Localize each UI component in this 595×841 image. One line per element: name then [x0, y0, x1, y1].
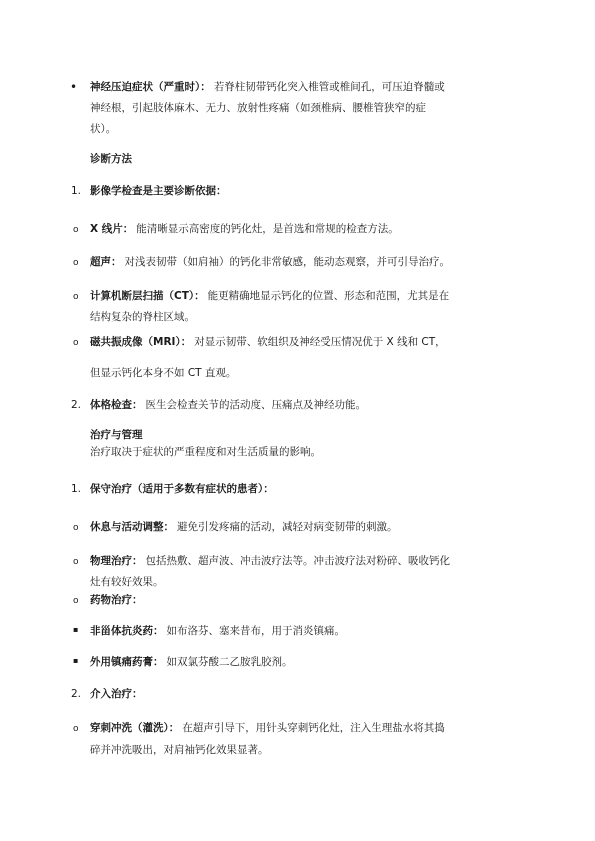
item-text: 在超声引导下，用针头穿刺钙化灶，注入生理盐水将其捣 — [182, 722, 445, 734]
item-text: 结构复杂的脊柱区域。 — [90, 311, 195, 323]
item-term: 超声： — [90, 256, 122, 268]
list-marker: 1. — [71, 483, 82, 495]
list-item-line — [90, 312, 195, 323]
list-marker: o — [73, 523, 79, 533]
list-marker: o — [73, 225, 79, 235]
item-term: 神经压迫症状（严重时）： — [90, 81, 211, 93]
item-term: 药物治疗： — [90, 594, 143, 606]
list-marker: 2. — [71, 399, 82, 411]
item-text: 但显示钙化本身不如 CT 直观。 — [90, 367, 237, 379]
list-item-line — [90, 82, 445, 93]
item-text: 如布洛芬、塞来昔布，用于消炎镇痛。 — [166, 625, 345, 637]
item-text: 包括热敷、超声波、冲击波疗法等。冲击波疗法对粉碎、吸收钙化 — [145, 555, 450, 567]
list-item-line — [90, 368, 236, 379]
item-term: 穿刺冲洗（灌洗）： — [90, 722, 180, 734]
item-text: 灶有较好效果。 — [90, 576, 164, 588]
item-text: 对浅表韧带（如肩袖）的钙化非常敏感，能动态观察，并可引导治疗。 — [124, 256, 450, 268]
list-marker: 2. — [71, 688, 82, 700]
list-item-line — [90, 556, 450, 567]
item-text: 碎并冲洗吸出，对肩袖钙化效果显著。 — [90, 744, 269, 756]
item-text: 医生会检查关节的活动度、压痛点及神经功能。 — [145, 399, 366, 411]
item-term: 计算机断层扫描（CT）： — [90, 290, 205, 302]
list-item-line — [90, 522, 398, 533]
list-item-line — [90, 124, 116, 135]
item-term: X 线片： — [90, 223, 134, 235]
item-text: 如双氯芬酸二乙胺乳胶剂。 — [166, 656, 293, 668]
list-marker: ▪ — [73, 625, 79, 634]
item-term: 休息与活动调整： — [90, 521, 174, 533]
list-marker: o — [73, 557, 79, 567]
list-item-line — [90, 186, 227, 197]
item-term: 体格检查： — [90, 399, 143, 411]
list-marker: o — [73, 338, 79, 348]
list-item-line — [90, 337, 446, 348]
item-term: 介入治疗： — [90, 688, 143, 700]
item-term: 物理治疗： — [90, 555, 143, 567]
section-heading: 治疗与管理 — [90, 429, 143, 441]
list-marker: o — [73, 724, 79, 734]
item-text: 能清晰显示高密度的钙化灶，是首选和常规的检查方法。 — [136, 223, 399, 235]
list-item-line — [90, 626, 345, 637]
section-heading: 诊断方法 — [90, 153, 132, 165]
list-marker: ▪ — [73, 656, 79, 665]
paragraph: 治疗取决于症状的严重程度和对生活质量的影响。 — [90, 446, 321, 458]
list-marker: • — [70, 80, 78, 94]
list-item-line — [90, 257, 450, 268]
list-marker: o — [73, 292, 79, 302]
list-item-line — [90, 745, 269, 756]
item-text: 神经根，引起肢体麻木、无力、放射性疼痛（如颈椎病、腰椎管狭窄的症 — [90, 102, 426, 114]
item-text: 若脊柱韧带钙化突入椎管或椎间孔，可压迫脊髓或 — [213, 81, 445, 93]
list-item-line — [90, 657, 293, 668]
item-term: 磁共振成像（MRI）： — [90, 336, 192, 348]
item-term: 外用镇痛药膏： — [90, 656, 164, 668]
list-item-line — [90, 484, 274, 495]
item-text: 能更精确地显示钙化的位置、形态和范围，尤其是在 — [207, 290, 450, 302]
list-item-line — [90, 689, 143, 700]
item-term: 影像学检查是主要诊断依据： — [90, 185, 227, 197]
list-item-line — [90, 400, 366, 411]
list-item-line — [90, 103, 426, 114]
list-item-line — [90, 595, 143, 606]
list-marker: o — [73, 258, 79, 268]
list-item-line — [90, 224, 399, 235]
item-text: 避免引发疼痛的活动，减轻对病变韧带的刺激。 — [177, 521, 398, 533]
item-term: 保守治疗（适用于多数有症状的患者）： — [90, 483, 274, 495]
item-term: 非甾体抗炎药： — [90, 625, 164, 637]
list-item-line — [90, 291, 449, 302]
list-marker: o — [73, 596, 79, 606]
list-item-line — [90, 577, 164, 588]
item-text: 状）。 — [90, 123, 117, 135]
list-marker: 1. — [71, 185, 82, 197]
item-text: 对显示韧带、软组织及神经受压情况优于 X 线和 CT， — [194, 336, 446, 348]
list-item-line — [90, 723, 445, 734]
